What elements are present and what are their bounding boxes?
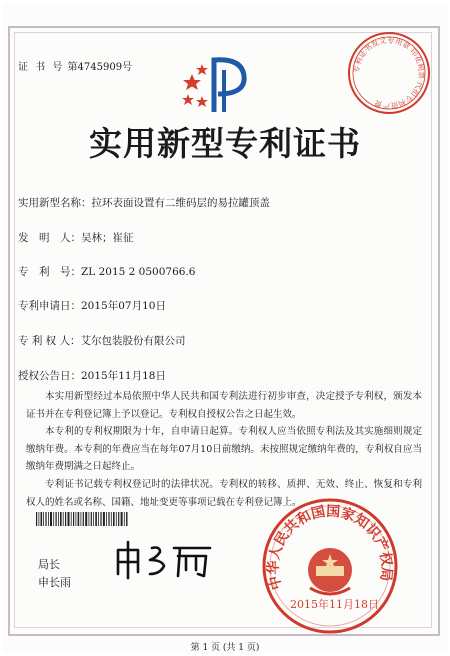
field-label: 授权公告日： bbox=[18, 370, 81, 382]
field-label: 专 利 权 人： bbox=[18, 335, 81, 347]
signature-icon bbox=[112, 540, 216, 580]
field-value: 2015年11月18日 bbox=[81, 370, 166, 382]
body-paragraph: 专利证书记载专利权登记时的法律状况。专利权的转移、质押、无效、终止、恢复和专利权人的姓名或名称、国籍、地址变更等事项记载在专利登记簿上。 bbox=[26, 478, 422, 508]
field-value: 艾尔包装股份有限公司 bbox=[80, 335, 186, 347]
field-filing-date bbox=[18, 298, 166, 313]
top-seal-icon bbox=[346, 30, 432, 116]
seal-date: 2015年11月18日 bbox=[290, 598, 379, 611]
field-value: 吴林；崔征 bbox=[81, 232, 134, 244]
bottom-seal-text: 中华人民共和国国家知识产权局 bbox=[265, 503, 395, 592]
top-seal-text: 专利证书发文专用章 印花税票 代扣专利资产费 bbox=[351, 35, 427, 111]
field-value: ZL 2015 2 0500766.6 bbox=[81, 266, 196, 278]
bottom-seal-icon bbox=[260, 496, 400, 636]
certificate-number bbox=[18, 58, 132, 73]
signer-name: 申长雨 bbox=[38, 576, 71, 589]
body-paragraph: 本专利的专利权期限为十年，自申请日起算。专利权人应当依照专利法及其实施细则规定缴纳年费。本专利的年费应当在每年07月10日前缴纳。未按照规定缴纳年费的，专利权自应当缴纳年费期满之日起终止。 bbox=[26, 426, 422, 473]
field-value: 拉环表面设置有二维码层的易拉罐顶盖 bbox=[91, 197, 270, 209]
body-paragraph: 本实用新型经过本局依照中华人民共和国专利法进行初步审查，决定授予专利权，颁发本证书并在专利登记簿上予以登记。专利权自授权公告之日起生效。 bbox=[26, 391, 422, 420]
signer-title: 局长 bbox=[38, 558, 60, 571]
field-label: 实用新型名称： bbox=[18, 197, 92, 209]
field-patentee bbox=[18, 333, 186, 348]
certificate-title: 实用新型专利证书 bbox=[89, 124, 361, 163]
field-grant-date bbox=[18, 368, 166, 383]
field-patent-number bbox=[18, 264, 195, 279]
certificate-body bbox=[26, 388, 422, 511]
barcode-icon bbox=[36, 512, 128, 526]
field-label: 专 利 号： bbox=[18, 266, 81, 278]
page-footer: 第 1 页 (共 1 页) bbox=[190, 643, 260, 653]
field-value: 2015年07月10日 bbox=[81, 300, 166, 312]
field-label: 专利申请日： bbox=[18, 300, 81, 312]
cnipa-logo-icon bbox=[178, 54, 258, 114]
certificate-number-value: 第4745909号 bbox=[67, 62, 133, 73]
certificate-number-label: 证 书 号 bbox=[18, 62, 65, 73]
field-inventor bbox=[18, 230, 134, 245]
field-utility-model-name bbox=[18, 195, 270, 210]
field-label: 发 明 人： bbox=[18, 232, 81, 244]
